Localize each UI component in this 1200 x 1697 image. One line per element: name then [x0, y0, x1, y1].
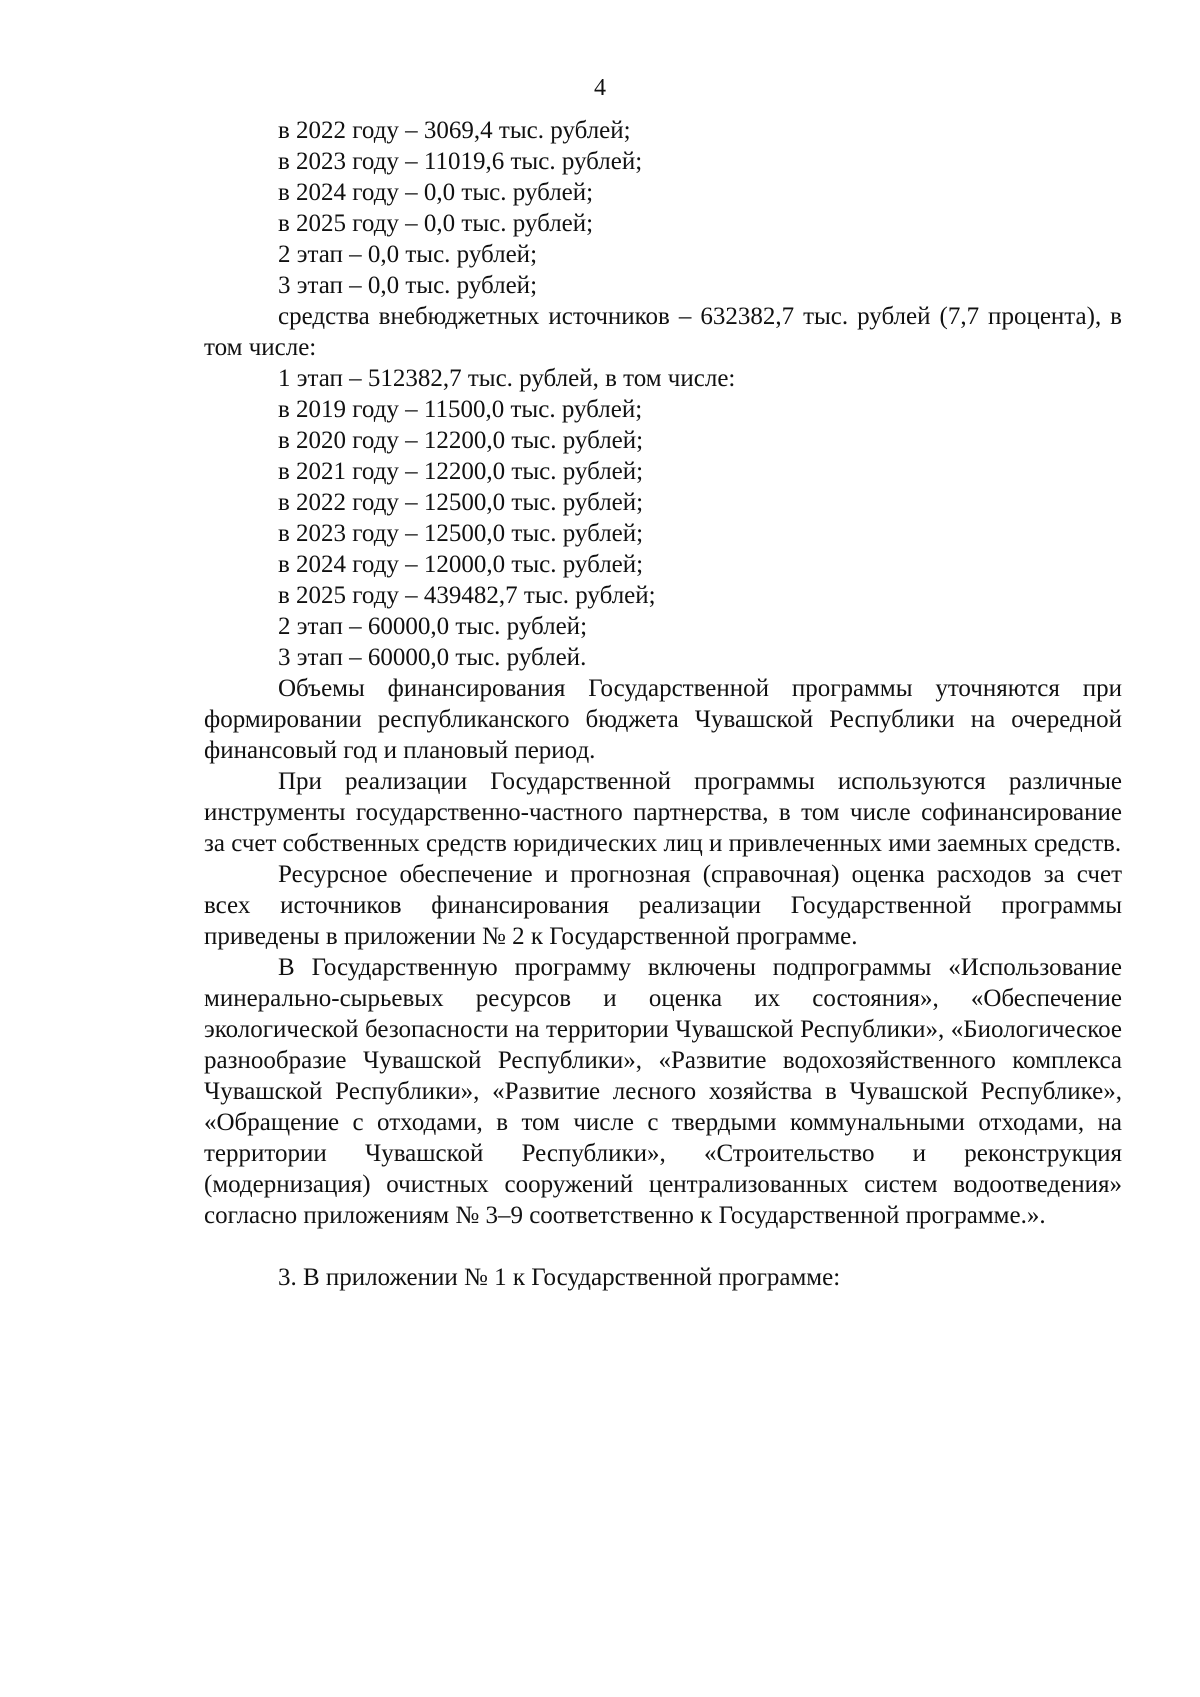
section-heading: 3. В приложении № 1 к Государственной программе: [278, 1264, 841, 1291]
body-paragraph: Ресурсное обеспечение и прогнозная (справочная) оценка расходов за счет всех источников финансирования реализации Государственной программы приведены в приложении № 2 к Государственной программе. [204, 861, 1122, 950]
funding-line: 1 этап – 512382,7 тыс. рублей, в том числе: [278, 365, 736, 392]
paragraph-spacer [204, 1231, 1122, 1262]
funding-line: в 2023 году – 11019,6 тыс. рублей; [278, 148, 643, 175]
funding-line: 2 этап – 0,0 тыс. рублей; [278, 241, 538, 268]
body-paragraph: В Государственную программу включены подпрограммы «Использование минерально-сырьевых ресурсов и оценка их состояния», «Обеспечение экологической безопасности на территории Чувашской Республики», «Биологическое разнообразие Чувашской Республики», «Развитие водохозяйственного комплекса Чувашской Республики», «Развитие лесного хозяйства в Чувашской Республике», «Обращение с отходами, в том числе с твердыми коммунальными отходами, на территории Чувашской Республики», «Строительство и реконструкция (модернизация) очистных сооружений централизованных систем водоотведения» согласно приложениям № 3–9 соответственно к Государственной программе.». [204, 954, 1122, 1229]
document-body [204, 115, 1122, 1293]
funding-line: в 2023 году – 12500,0 тыс. рублей; [278, 520, 644, 547]
funding-line: в 2021 году – 12200,0 тыс. рублей; [278, 458, 644, 485]
funding-line: в 2022 году – 12500,0 тыс. рублей; [278, 489, 644, 516]
funding-line: в 2022 году – 3069,4 тыс. рублей; [278, 117, 631, 144]
body-paragraph: Объемы финансирования Государственной программы уточняются при формировании республиканского бюджета Чувашской Республики на очередной финансовый год и плановый период. [204, 675, 1122, 764]
funding-line: в 2025 году – 439482,7 тыс. рублей; [278, 582, 656, 609]
funding-line: в 2025 году – 0,0 тыс. рублей; [278, 210, 594, 237]
funding-line: 2 этап – 60000,0 тыс. рублей; [278, 613, 588, 640]
page-number: 4 [594, 75, 606, 101]
extrabudgetary-paragraph: средства внебюджетных источников – 632382,7 тыс. рублей (7,7 процента), в том числе: [204, 303, 1122, 361]
funding-line: 3 этап – 0,0 тыс. рублей; [278, 272, 538, 299]
body-paragraph: При реализации Государственной программы используются различные инструменты государственно-частного партнерства, в том числе софинансирование за счет собственных средств юридических лиц и привлеченных ими заемных средств. [204, 768, 1122, 857]
funding-line: 3 этап – 60000,0 тыс. рублей. [278, 644, 587, 671]
funding-line: в 2019 году – 11500,0 тыс. рублей; [278, 396, 643, 423]
funding-line: в 2020 году – 12200,0 тыс. рублей; [278, 427, 644, 454]
funding-line: в 2024 году – 0,0 тыс. рублей; [278, 179, 594, 206]
funding-line: в 2024 году – 12000,0 тыс. рублей; [278, 551, 644, 578]
